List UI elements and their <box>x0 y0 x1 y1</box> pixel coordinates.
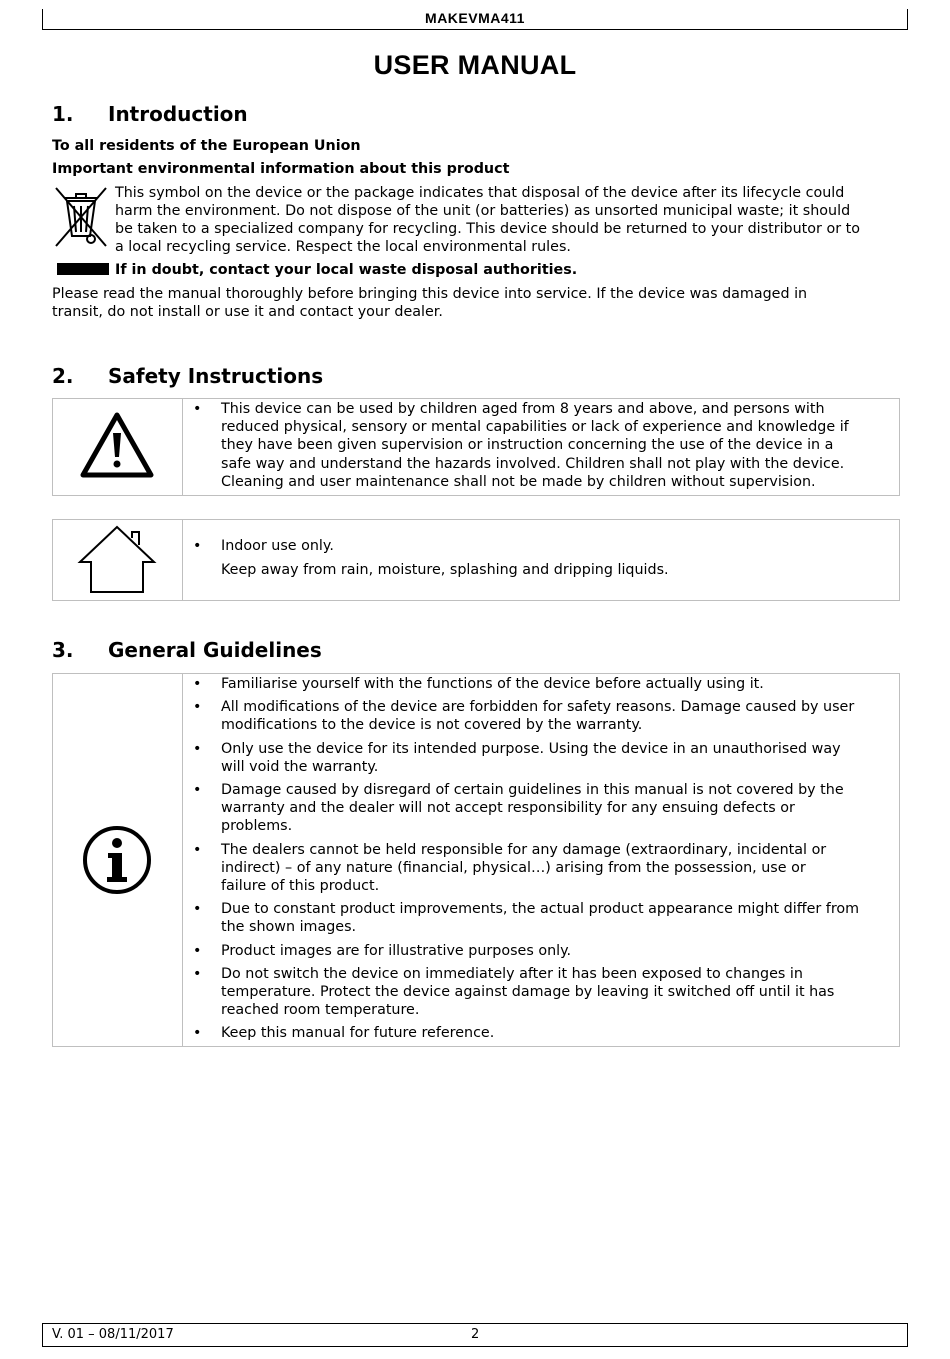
list-item <box>193 965 891 1020</box>
item-line: Product images are for illustrative purposes only. <box>221 942 572 959</box>
environment-text <box>115 184 905 256</box>
bullet: • <box>193 538 202 554</box>
item-line: safe way and understand the hazards involved. Children shall not play with the device. <box>221 455 845 472</box>
item-line: Keep this manual for future reference. <box>221 1025 495 1042</box>
indoor-list <box>193 537 891 560</box>
list-item <box>193 841 891 896</box>
item-line: reduced physical, sensory or mental capabilities or lack of experience and knowledge if <box>221 419 849 436</box>
page-footer <box>42 1323 908 1347</box>
item-line: warranty and the dealer will not accept responsibility for any ensuing defects or <box>221 800 795 817</box>
bullet: • <box>193 782 202 799</box>
guidelines-list <box>193 675 891 1048</box>
read-line: Please read the manual thoroughly before bringing this device into service. If the device was damaged in <box>52 286 808 302</box>
item-line: Damage caused by disregard of certain guidelines in this manual is not covered by the <box>221 782 844 799</box>
section-title: General Guidelines <box>108 638 322 662</box>
section-number: 2. <box>52 364 74 388</box>
item-line: All modifications of the device are forbidden for safety reasons. Damage caused by user <box>221 699 855 716</box>
item-line: the shown images. <box>221 919 357 936</box>
info-icon <box>81 824 153 896</box>
item-line: indirect) – of any nature (financial, physical…) arising from the possession, use or <box>221 859 806 876</box>
item-line: The dealers cannot be held responsible for any damage (extraordinary, incidental or <box>221 841 827 858</box>
bullet: • <box>193 1025 202 1042</box>
bullet: • <box>193 841 202 858</box>
section-number: 1. <box>52 102 74 126</box>
list-item <box>193 400 891 491</box>
item-line: Due to constant product improvements, the actual product appearance might differ from <box>221 901 860 918</box>
read-manual-text <box>52 285 807 321</box>
item-line: Cleaning and user maintenance shall not be made by children without supervision. <box>221 473 816 490</box>
bullet: • <box>193 901 202 918</box>
list-item <box>193 1024 891 1042</box>
list-item <box>193 781 891 836</box>
doubt-notice: If in doubt, contact your local waste disposal authorities. <box>115 262 578 278</box>
section-title: Safety Instructions <box>108 364 324 388</box>
bullet: • <box>193 740 202 757</box>
house-icon <box>77 524 157 594</box>
item-line: reached room temperature. <box>221 1002 420 1019</box>
bullet: • <box>193 965 202 982</box>
page-number: 2 <box>471 1327 480 1342</box>
list-item <box>193 698 891 734</box>
safety-indoor-box <box>52 519 900 601</box>
list-item <box>193 942 891 960</box>
item-line: Only use the device for its intended purpose. Using the device in an unauthorised way <box>221 740 841 757</box>
bullet: • <box>193 942 202 959</box>
icon-cell <box>53 399 183 495</box>
read-line: transit, do not install or use it and contact your dealer. <box>52 304 443 320</box>
item-line: temperature. Protect the device against damage by leaving it switched off until it has <box>221 984 835 1001</box>
version-text: V. 01 – 08/11/2017 <box>52 1327 174 1342</box>
indoor-text: Indoor use only. <box>221 538 334 554</box>
bullet: • <box>193 699 202 716</box>
item-line: failure of this product. <box>221 878 380 895</box>
warning-triangle-icon <box>79 411 155 479</box>
icon-cell <box>53 674 183 1046</box>
section-number: 3. <box>52 638 74 662</box>
environment-heading: Important environmental information about this product <box>52 161 510 177</box>
section-2-heading <box>52 364 323 388</box>
environment-line: harm the environment. Do not dispose of the unit (or batteries) as unsorted municipal waste; it should <box>115 203 851 219</box>
keep-away-text: Keep away from rain, moisture, splashing and dripping liquids. <box>221 562 669 578</box>
item-line: they have been given supervision or instruction concerning the use of the device in a <box>221 437 834 454</box>
bullet: • <box>193 676 202 692</box>
weee-bar <box>57 263 109 275</box>
safety-list <box>193 400 891 496</box>
residents-heading: To all residents of the European Union <box>52 138 361 154</box>
list-item <box>193 675 891 693</box>
item-line: This device can be used by children aged from 8 years and above, and persons with <box>221 401 825 417</box>
page-header <box>42 8 908 30</box>
safety-children-box <box>52 398 900 496</box>
header-top-gap <box>42 8 908 9</box>
environment-line: be taken to a specialized company for recycling. This device should be returned to your distributor or to <box>115 221 860 237</box>
environment-line: a local recycling service. Respect the local environmental rules. <box>115 239 571 255</box>
icon-cell <box>53 520 183 600</box>
environment-line: This symbol on the device or the package indicates that disposal of the device after its lifecycle could <box>115 185 845 201</box>
weee-bin-icon <box>52 184 110 250</box>
item-line: Familiarise yourself with the functions of the device before actually using it. <box>221 676 764 692</box>
section-3-heading <box>52 638 322 662</box>
item-line: Do not switch the device on immediately after it has been exposed to changes in <box>221 965 803 982</box>
model-number: MAKEVMA411 <box>425 10 525 26</box>
item-line: problems. <box>221 818 293 835</box>
bullet: • <box>193 401 202 417</box>
document-title: USER MANUAL <box>373 50 577 80</box>
list-item <box>193 900 891 936</box>
guidelines-box <box>52 673 900 1047</box>
item-line: modifications to the device is not covered by the warranty. <box>221 717 643 734</box>
section-1-heading <box>52 102 248 126</box>
section-title: Introduction <box>108 102 248 126</box>
list-item <box>193 537 891 555</box>
list-item <box>193 740 891 776</box>
item-line: will void the warranty. <box>221 758 379 775</box>
